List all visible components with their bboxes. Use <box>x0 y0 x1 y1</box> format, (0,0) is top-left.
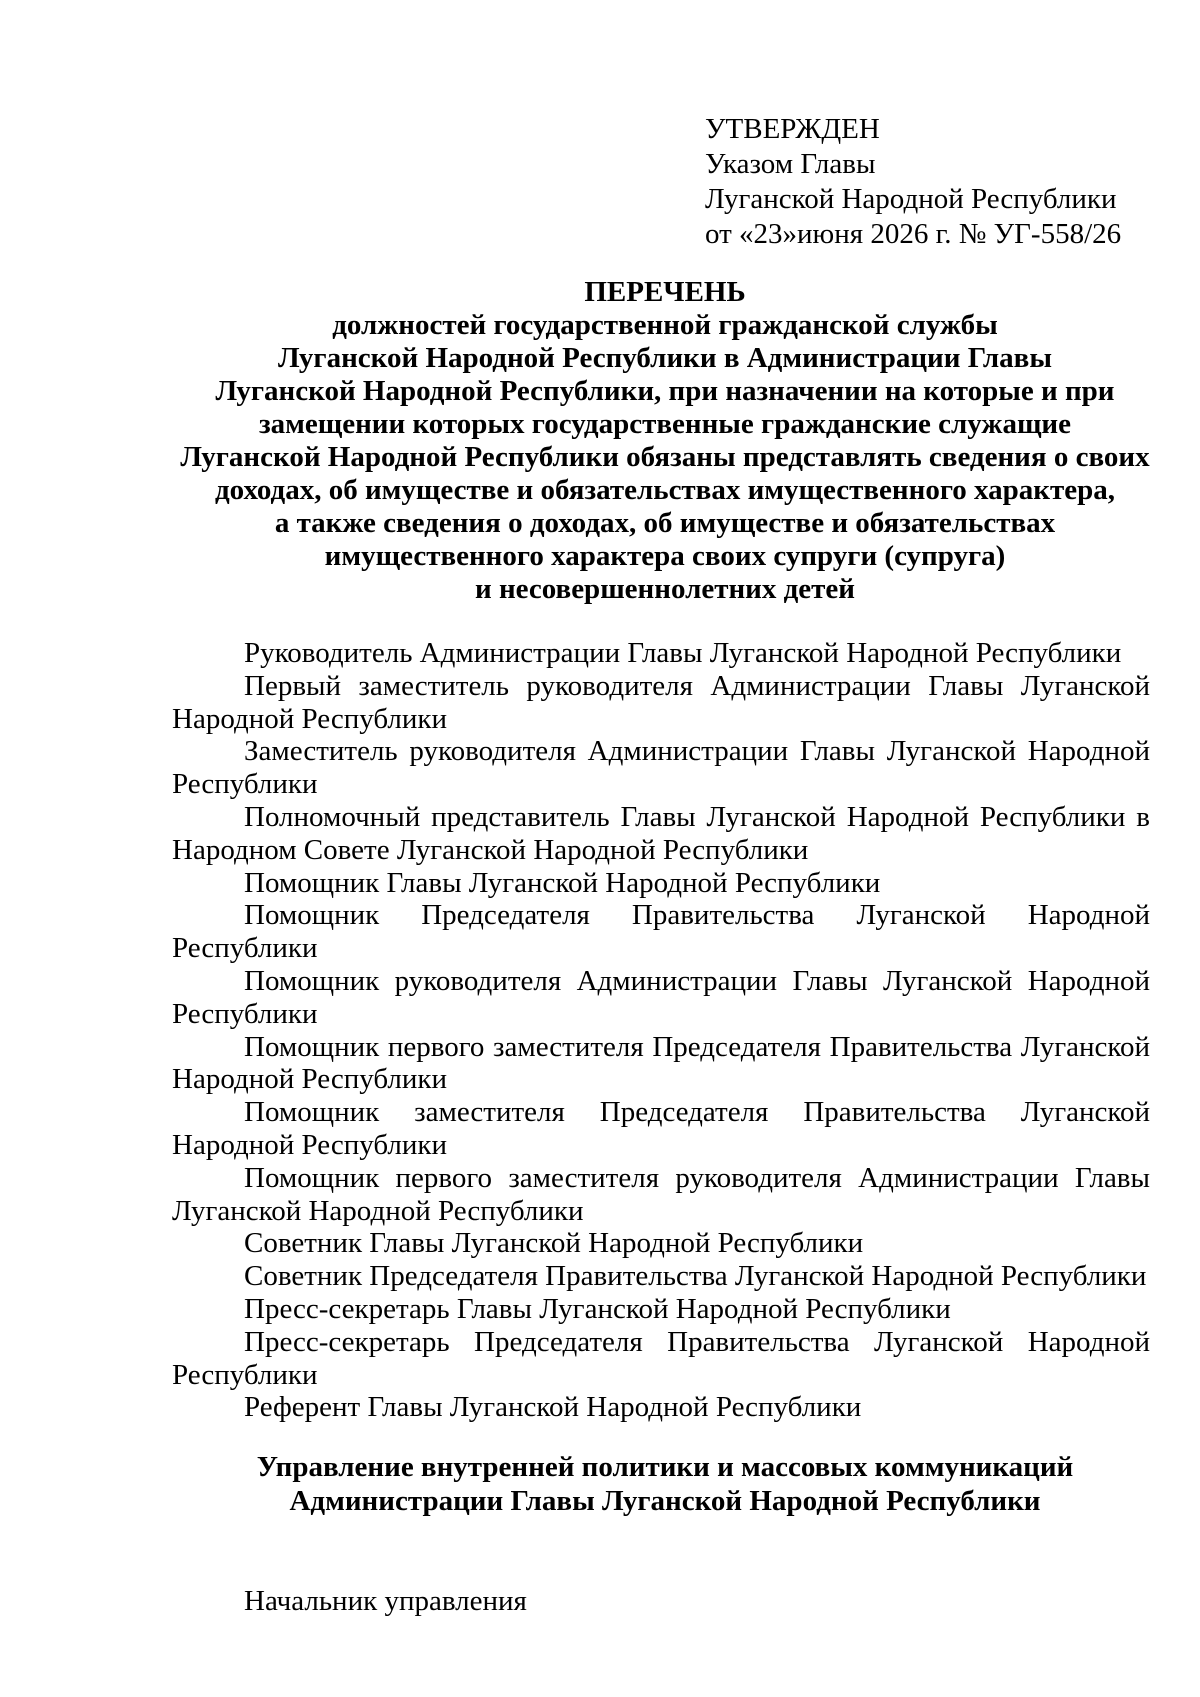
position-item: Руководитель Администрации Главы Луганской Народной Республики <box>244 637 1122 669</box>
title-line: доходах, об имуществе и обязательствах имущественного характера, <box>215 474 1115 506</box>
title-line: а также сведения о доходах, об имуществе и обязательствах <box>274 507 1056 539</box>
approval-date-number: от «23»июня 2026 г. № УГ-558/26 <box>705 218 1122 250</box>
section-heading-line: Администрации Главы Луганской Народной Республики <box>289 1485 1041 1517</box>
position-item: Помощник заместителя Председателя Правительства Луганской Народной Республики <box>172 1096 1150 1161</box>
section-heading <box>170 1450 1160 1518</box>
position-item: Помощник первого заместителя Председателя Правительства Луганской Народной Республики <box>172 1030 1150 1096</box>
position-item: Советник Главы Луганской Народной Республики <box>244 1227 864 1260</box>
position-item: Референт Главы Луганской Народной Республики <box>244 1391 862 1424</box>
title-line: Луганской Народной Республики, при назначении на которые и при <box>215 375 1115 407</box>
title-line: замещении которых государственные гражданские служащие <box>258 408 1072 440</box>
approval-by-decree: Указом Главы <box>705 148 876 180</box>
approval-stamp <box>705 112 1175 252</box>
position-item: Первый заместитель руководителя Администрации Главы Луганской Народной Республики <box>172 669 1150 735</box>
approval-status: УТВЕРЖДЕН <box>705 113 880 145</box>
title-line: имущественного характера своих супруги (супруга) <box>324 540 1006 572</box>
approval-republic: Луганской Народной Республики <box>705 183 1117 215</box>
title-heading: ПЕРЕЧЕНЬ <box>584 276 746 308</box>
position-item: Помощник руководителя Администрации Главы Луганской Народной Республики <box>172 964 1150 1030</box>
position-item: Начальник управления <box>244 1585 527 1617</box>
section-heading-line: Управление внутренней политики и массовых коммуникаций <box>256 1451 1074 1483</box>
position-item: Советник Председателя Правительства Луганской Народной Республики <box>244 1260 1147 1293</box>
title-line: Луганской Народной Республики обязаны представлять сведения о своих <box>180 441 1150 473</box>
document-title <box>170 276 1160 606</box>
position-item: Заместитель руководителя Администрации Главы Луганской Народной Республики <box>172 735 1150 801</box>
title-line: и несовершеннолетних детей <box>474 573 856 605</box>
position-item: Помощник первого заместителя руководителя Администрации Главы Луганской Народной Республики <box>172 1161 1150 1227</box>
position-item: Пресс-секретарь Председателя Правительства Луганской Народной Республики <box>172 1325 1150 1391</box>
positions-list <box>172 637 1150 1424</box>
title-line: Луганской Народной Республики в Администрации Главы <box>278 342 1052 374</box>
section-positions-list <box>172 1585 1150 1618</box>
position-item: Полномочный представитель Главы Луганской Народной Республики в Народном Совете Луганской Народной Республики <box>172 800 1150 866</box>
position-item: Пресс-секретарь Главы Луганской Народной Республики <box>244 1292 951 1325</box>
position-item: Помощник Главы Луганской Народной Республики <box>244 866 881 899</box>
position-item: Помощник Председателя Правительства Луганской Народной Республики <box>172 899 1150 965</box>
title-line: должностей государственной гражданской службы <box>332 309 998 341</box>
